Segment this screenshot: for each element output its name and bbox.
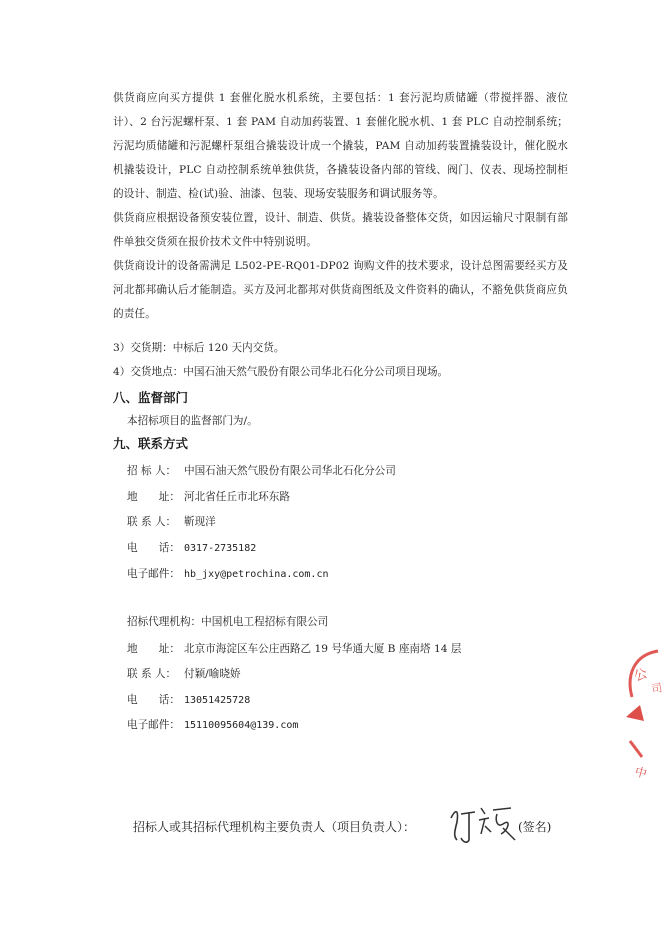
agency-row (127, 614, 328, 629)
email-value: hb_jxy@petrochina.com.cn (184, 569, 329, 580)
svg-text:中: 中 (633, 764, 649, 782)
svg-text:公: 公 (632, 666, 650, 685)
agency-address-row (127, 641, 461, 656)
tenderer-email-row (127, 566, 329, 581)
tenderer-label: 招 标 人： (127, 465, 177, 477)
paragraph-design-requirements: 供货商设计的设备需满足 L502-PE-RQ01-DP02 询购文件的技术要求，设计总图需要经买方及河北都邦确认后才能制造。买方及河北都邦对供货商图纸及文件资料的确认，不豁免供货商应负的责任。 (113, 260, 568, 320)
handwritten-signature (445, 800, 525, 846)
email-label: 电子邮件： (127, 568, 180, 580)
agency-address-label: 地 址： (127, 643, 180, 655)
agency-phone-row (127, 692, 250, 707)
paragraph-delivery-method: 供货商应根据设备预安装位置，设计、制造、供货。撬装设备整体交货，如因运输尺寸限制有部件单独交货须在报价技术文件中特别说明。 (113, 212, 568, 248)
paragraph-scope: 供货商应向买方提供 1 套催化脱水机系统，主要包括：1 套污泥均质储罐（带搅拌器、液位计）、2 台污泥螺杆泵、1 套 PAM 自动加药装置、1 套催化脱水机、1 套 PLC 自动控制系统；污泥均质储罐和污泥螺杆泵组合撬装设计成一个撬装，PAM 自动加药装置撬装设计，催化脱水机撬装设计，PLC 自动控制系统单独供货，各撬装设备内部的管线、阀门、仪表、现场控制柜的设计、制造、检(试)验、油漆、包装、现场安装服务和调试服务等。 (113, 92, 568, 200)
agency-email-label: 电子邮件： (127, 719, 180, 731)
agency-phone-value: 13051425728 (184, 695, 251, 706)
tenderer-value: 中国石油天然气股份有限公司华北石化分公司 (184, 465, 396, 477)
signature-line-label: 招标人或其招标代理机构主要负责人（项目负责人）： (133, 820, 416, 834)
address-label: 地 址： (127, 491, 180, 503)
section-8-text: 本招标项目的监督部门为/。 (127, 415, 258, 427)
phone-label: 电 话： (127, 542, 180, 554)
delivery-period: 3）交货期：中标后 120 天内交货。 (113, 342, 285, 354)
delivery-place: 4）交货地点：中国石油天然气股份有限公司华北石化分公司项目现场。 (113, 366, 449, 378)
agency-label: 招标代理机构： (127, 616, 202, 628)
section-9-heading: 九、联系方式 (113, 436, 189, 451)
tenderer-contact-row (127, 514, 216, 529)
agency-value: 中国机电工程招标有限公司 (201, 616, 329, 628)
contact-value: 靳现洋 (184, 516, 216, 528)
section-8-heading: 八、监督部门 (113, 390, 189, 405)
agency-email-row (127, 717, 298, 732)
company-seal-icon (618, 645, 672, 785)
contact-label: 联 系 人： (127, 516, 177, 528)
phone-value: 0317-2735182 (184, 543, 257, 554)
agency-contact-row (127, 666, 241, 681)
agency-address-value: 北京市海淀区车公庄西路乙 19 号华通大厦 B 座南塔 14 层 (184, 643, 462, 655)
address-value: 河北省任丘市北环东路 (184, 491, 290, 503)
svg-text:司: 司 (650, 681, 664, 696)
signature-suffix: (签名) (518, 820, 552, 834)
tenderer-phone-row (127, 540, 256, 555)
agency-contact-value: 付颖/喻晓娇 (184, 668, 241, 680)
agency-phone-label: 电 话： (127, 694, 180, 706)
tenderer-row (127, 463, 396, 478)
agency-email-value: 15110095604@139.com (184, 720, 299, 731)
tenderer-address-row (127, 489, 290, 504)
agency-contact-label: 联 系 人： (127, 668, 177, 680)
